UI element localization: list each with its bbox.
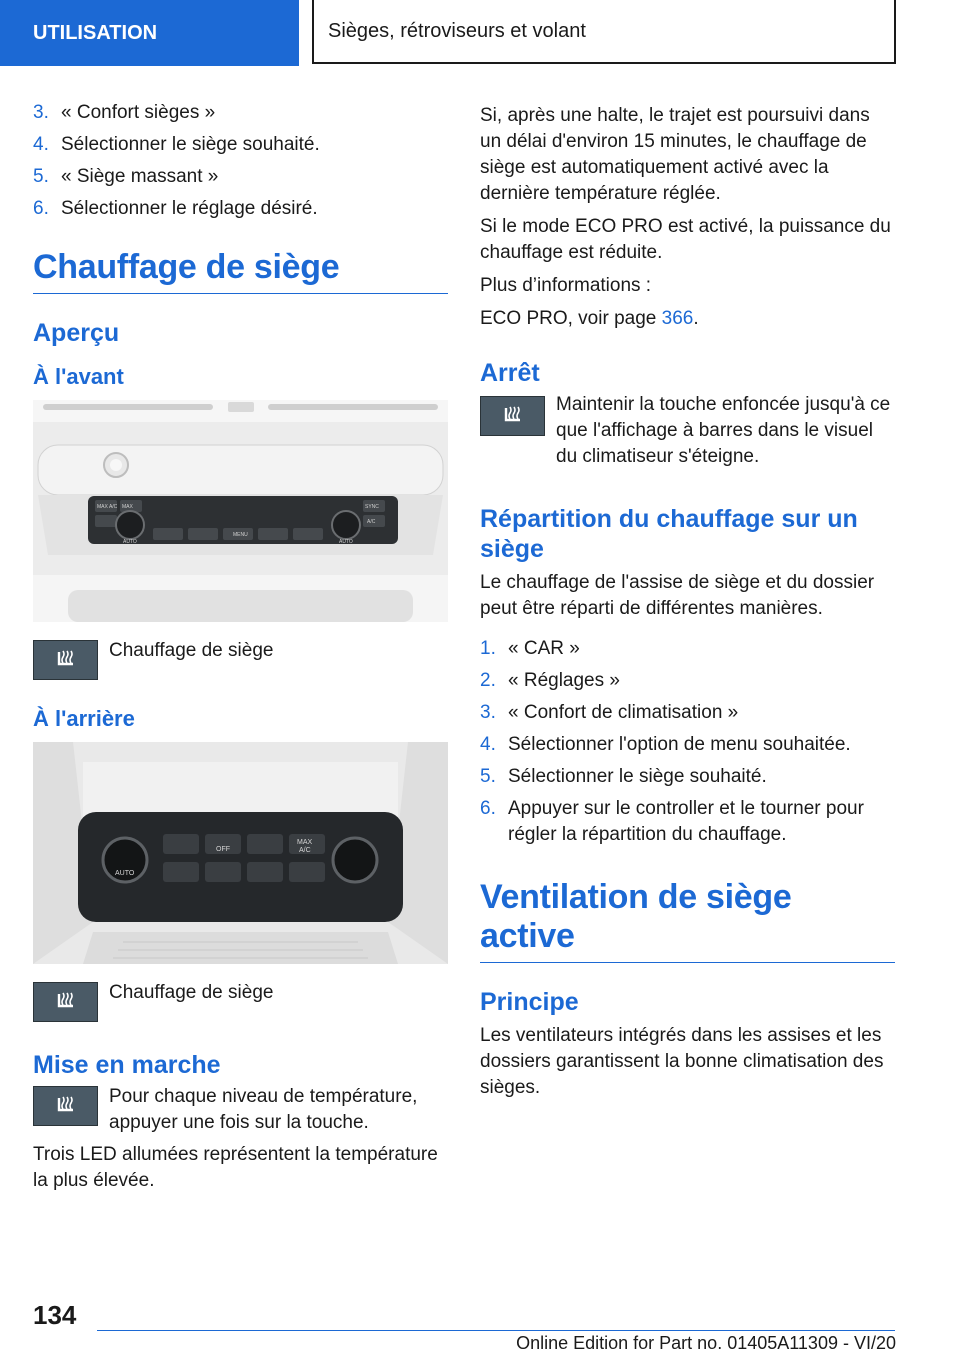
seat-heating-icon (33, 1086, 98, 1126)
section-title: UTILISATION (0, 0, 299, 66)
label-ac: A/C (299, 847, 311, 854)
edition-info: Online Edition for Part no. 01405A11309 - VI/20 (516, 1333, 896, 1353)
label-off: OFF (216, 846, 230, 853)
heading-principle: Principe (480, 988, 579, 1016)
heading-rear: À l'arrière (33, 706, 135, 731)
auto-activation-info: Si, après une halte, le trajet est poursuivi dans un délai d'environ 15 minutes, le chauffage de siège est automatiquement activé avec la dernière température réglée. (480, 105, 870, 204)
switch-on-instruction (33, 1086, 448, 1136)
icon-caption: Chauffage de siège (109, 640, 274, 661)
off-instruction (480, 394, 895, 470)
distribution-text: Le chauffage de l'assise de siège et du dossier peut être réparti de différentes manières. (480, 572, 875, 619)
heading-distribution: Répartition du chauffage sur un siège (480, 505, 858, 563)
front-seat-heating-caption (33, 640, 448, 680)
label-ac: A/C (367, 519, 376, 525)
step-list-distribution (480, 636, 895, 848)
icon-caption: Chauffage de siège (109, 982, 274, 1003)
right-column (480, 103, 895, 1108)
list-item: 4. Sélectionner l'option de menu souhaitée. (480, 734, 851, 755)
list-item: 5. « Siège massant » (33, 166, 219, 187)
list-item: 1. « CAR » (480, 638, 580, 659)
heading-front: À l'avant (33, 364, 124, 389)
seat-heating-icon (33, 982, 98, 1022)
front-panel-illustration (33, 400, 448, 622)
heading-ventilation: Ventilation de siège active (480, 878, 895, 963)
front-climate-panel-image (33, 400, 448, 622)
rear-climate-panel-image (33, 742, 448, 964)
label-auto: AUTO (115, 870, 135, 877)
page-number: 134 (33, 1300, 77, 1330)
seat-heating-icon (480, 396, 545, 436)
chapter-title: Sièges, rétroviseurs et volant (312, 0, 896, 64)
led-info: Trois LED allumées représentent la température la plus élevée. (33, 1144, 438, 1191)
off-text: Maintenir la touche enfoncée jusqu'à ce que l'affichage à barres dans le visuel du climatiseur s'éteigne. (556, 394, 891, 467)
list-item: 6. Sélectionner le réglage désiré. (33, 198, 318, 219)
ventilation-text: Les ventilateurs intégrés dans les assises et les dossiers garantissent la bonne climatisation des sièges. (480, 1025, 884, 1098)
label-auto-left: AUTO (123, 539, 137, 545)
switch-on-text: Pour chaque niveau de température, appuyer une fois sur la touche. (109, 1086, 418, 1133)
eco-pro-info: Si le mode ECO PRO est activé, la puissance du chauffage est réduite. (480, 216, 891, 263)
rear-panel-illustration (33, 742, 448, 964)
page-link-366[interactable]: 366 (661, 308, 694, 329)
heading-seat-heating: Chauffage de siège (33, 248, 448, 294)
label-max: MAX (297, 839, 313, 846)
eco-pro-reference: ECO PRO, voir page 366. (480, 308, 699, 329)
page-header (0, 0, 960, 66)
label-auto-right: AUTO (339, 539, 353, 545)
list-item: 2. « Réglages » (480, 670, 620, 691)
heading-off: Arrêt (480, 359, 540, 387)
label-menu: MENU (233, 532, 248, 538)
footer-divider (97, 1330, 895, 1331)
rear-seat-heating-caption (33, 982, 448, 1022)
left-column (33, 100, 448, 1201)
list-item: 5. Sélectionner le siège souhaité. (480, 766, 767, 787)
list-item: 3. « Confort de climatisation » (480, 702, 739, 723)
list-item: 4. Sélectionner le siège souhaité. (33, 134, 320, 155)
label-max: MAX (122, 504, 133, 510)
heading-switch-on: Mise en marche (33, 1051, 221, 1079)
heading-overview: Aperçu (33, 319, 120, 347)
step-list-massage (33, 100, 448, 222)
list-item: 6. Appuyer sur le controller et le tourner pour régler la répartition du chauffage. (480, 798, 864, 845)
more-info-label: Plus d’informations : (480, 275, 652, 296)
list-item: 3. « Confort sièges » (33, 102, 216, 123)
label-sync: SYNC (365, 504, 379, 510)
label-max-ac: MAX A/C (97, 504, 118, 510)
seat-heating-icon (33, 640, 98, 680)
